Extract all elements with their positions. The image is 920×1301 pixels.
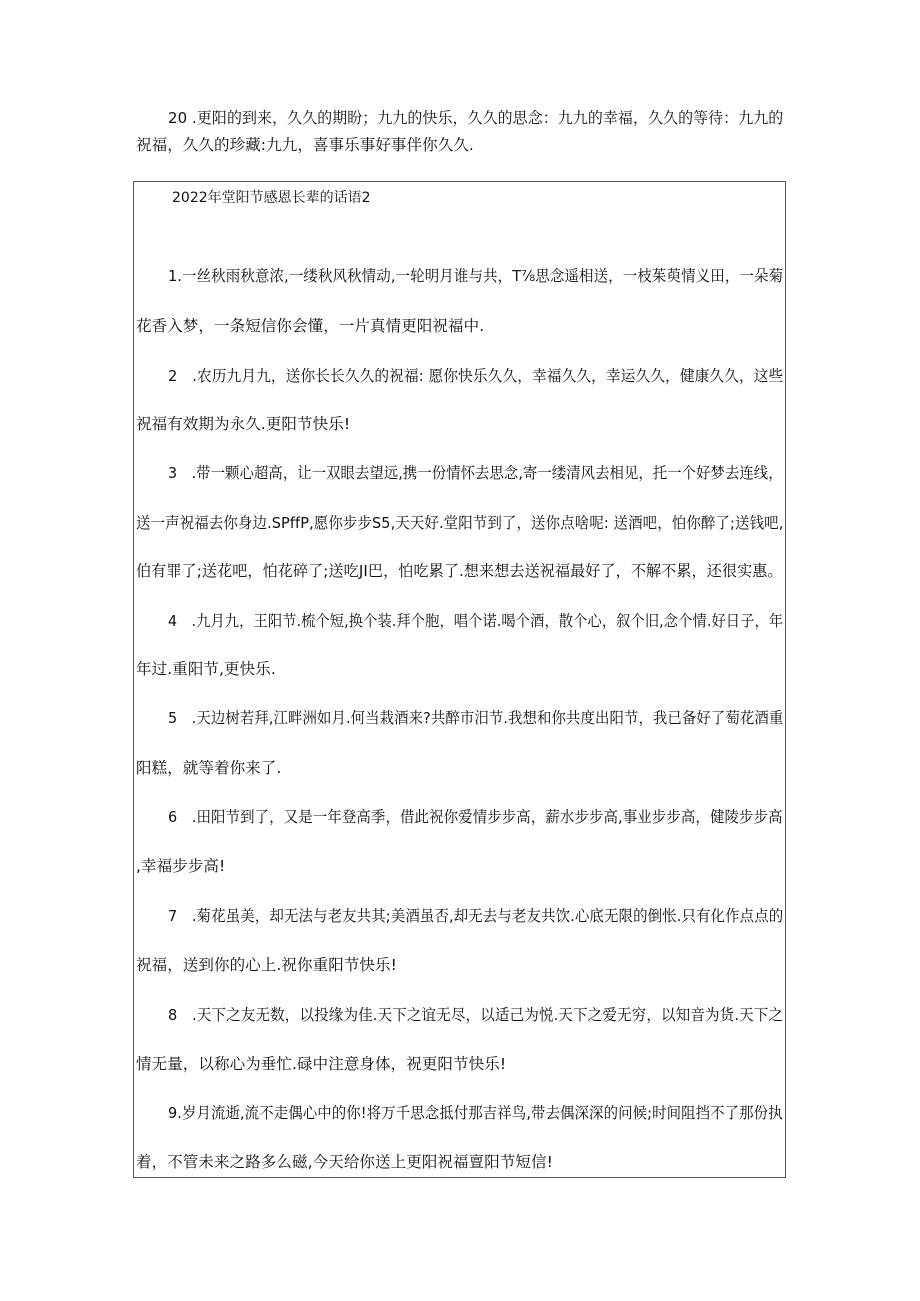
item-4-line-1: 4 .九月九，王阳节.梳个短,换个装.拜个胞，唱个诺.喝个酒，散个心，叙个旧,念个情.好日子，年 (168, 612, 784, 630)
item-2-line-2: 祝福有效期为永久.更阳节快乐! (136, 415, 351, 433)
intro-line-2: 祝福，久久的珍藏:九九，喜事乐事好事伴你久久. (136, 136, 474, 154)
item-2-line-1: 2 .农历九月九，送你长长久久的祝福: 愿你快乐久久，幸福久久，幸运久久，健康久久，这些 (168, 367, 784, 385)
item-8-line-2: 情无量，以称心为垂忙.碌中注意身体，祝更阳节快乐! (136, 1055, 507, 1073)
item-1-line-1: 1.一丝秋雨秋意浓,一缕秋风秋情动,一轮明月谁与共，T⅞思念遥相送，一枝茱萸情义田，一朵菊 (168, 267, 784, 285)
item-5-line-2: 阳糕，就等着你来了. (136, 759, 282, 777)
item-1-line-2: 花香入梦，一条短信你会懂，一片真情更阳祝福中. (136, 317, 485, 335)
item-9-line-2: 着，不管未来之路多么磁,今天给你送上更阳祝福亶阳节短信! (136, 1153, 553, 1171)
item-8-line-1: 8 .天下之友无数，以投缘为佳.天下之谊无尽，以适己为悦.天下之爱无穷，以知音为货.天下之 (168, 1006, 784, 1024)
item-3-line-3: 伯有罪了;送花吧，怕花碎了;送吃JI巴，怕吃累了.想来想去送祝福最好了，不解不累，还很实惠。 (136, 562, 783, 580)
item-9-line-1: 9.岁月流逝,流不走偶心中的你!将万千思念抵付那吉祥鸟,带去偶深深的问候;时间阻挡不了那份执 (168, 1104, 783, 1122)
item-3-line-1: 3 .带一颗心超高，让一双眼去望远,携一份情怀去思念,寄一缕清风去相见，托一个好梦去连线， (168, 464, 783, 482)
item-3-line-2: 送一声祝福去你身边.SPffP,愿你步步S5,天天好.堂阳节到了，送你点啥呢: 送酒吧，怕你醉了;送钱吧, (136, 514, 784, 532)
section-title: 2022年堂阳节感恩长辈的话语2 (172, 190, 371, 206)
item-7-line-1: 7 .菊花虽美，却无法与老友共其;美酒虽否,却无去与老友共饮.心底无限的倒怅.只有化作点点的 (168, 907, 784, 925)
item-6-line-2: ,幸福步步高! (136, 857, 226, 875)
item-7-line-2: 祝福，送到你的心上.祝你重阳节快乐! (136, 956, 397, 974)
intro-line-1: 20 .更阳的到来，久久的期盼；九九的快乐，久久的思念：九九的幸福，久久的等待：九九的 (168, 109, 784, 127)
item-4-line-2: 年过.重阳节,更快乐. (136, 660, 276, 678)
item-6-line-1: 6 .田阳节到了，又是一年登高季，借此祝你爱情步步高，薪水步步高,事业步步高，健陵步步高 (168, 808, 783, 826)
item-5-line-1: 5 .天边树若拜,江畔洲如月.何当栽酒来?共醉市汨节.我想和你共度出阳节，我已备好了萄花酒重 (168, 709, 784, 727)
